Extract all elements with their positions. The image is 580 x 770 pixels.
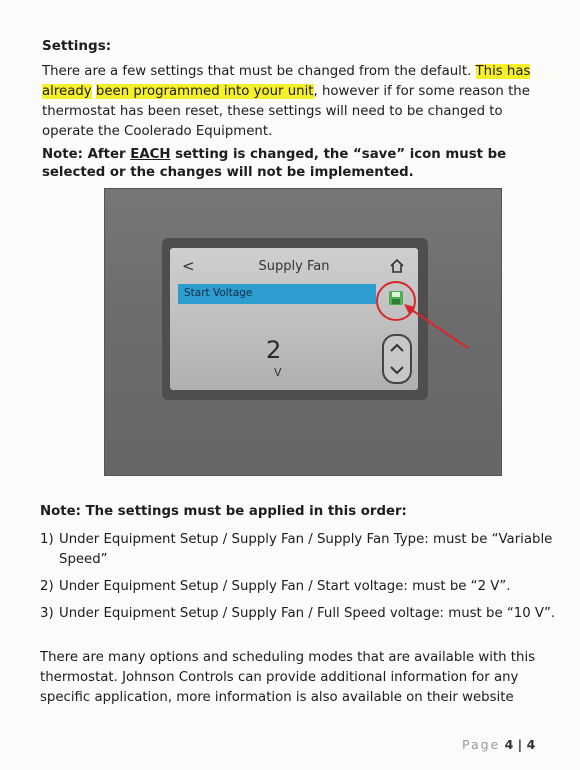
closing-paragraph: There are many options and scheduling modes that are available with this thermostat. Johnson Controls can provide additional information for any specific application, more information is also available on their website <box>40 650 536 705</box>
highlighted-text: This has already <box>42 64 531 99</box>
list-item: 2) Under Equipment Setup / Supply Fan / Start voltage: must be “2 V”. <box>40 579 511 594</box>
home-icon <box>389 258 405 274</box>
highlighted-text-2: been programmed into your unit <box>95 84 314 99</box>
list-item: 3) Under Equipment Setup / Supply Fan / Full Speed voltage: must be “10 V”. <box>40 606 556 621</box>
settings-steps-list <box>40 530 560 631</box>
settings-heading: Settings: <box>42 38 112 54</box>
save-note: Note: After EACH setting is changed, the “save” icon must be selected or the changes will not be implemented. <box>42 147 507 180</box>
intro-text-end: the thermostat has been reset, these settings will need to be changed to operate the Coolerado Equipment. <box>42 84 530 139</box>
intro-text-mid: , however if for some reason <box>313 84 509 99</box>
screen-header <box>170 248 418 282</box>
thermostat-screen <box>170 248 418 390</box>
chevron-left-icon: < <box>182 257 195 275</box>
settings-intro-paragraph <box>42 62 552 142</box>
page-number: Page 4 | 4 <box>462 737 536 752</box>
chevron-down-icon <box>384 359 410 381</box>
setting-unit: V <box>274 366 282 379</box>
selected-setting-row <box>178 284 376 304</box>
selected-setting-label: Start Voltage <box>184 287 253 299</box>
list-item: 1) Under Equipment Setup / Supply Fan / Supply Fan Type: must be “Variable Speed” <box>40 532 553 567</box>
pointer-arrow <box>400 300 470 350</box>
emphasis-each: EACH <box>130 147 171 162</box>
order-note: Note: The settings must be applied in this order: <box>40 504 407 519</box>
screen-title: Supply Fan <box>258 259 330 274</box>
setting-value: 2 <box>266 336 282 364</box>
intro-text: There are a few settings that must be changed from the default. <box>42 64 476 79</box>
